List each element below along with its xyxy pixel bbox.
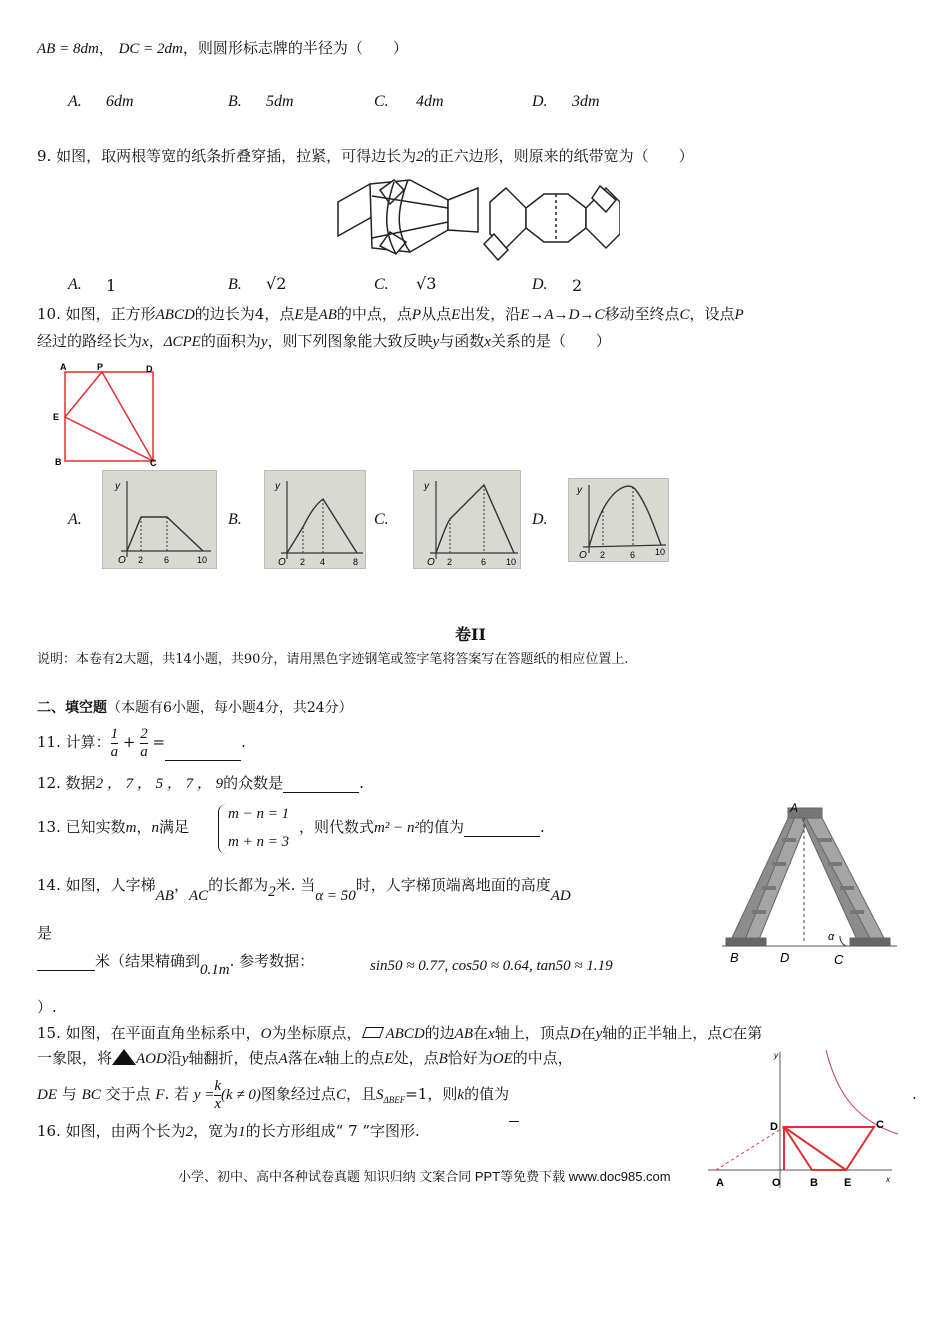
q15-l1h: 在第 (732, 1024, 763, 1042)
q15-bc: BC (81, 1087, 101, 1103)
q12-data: 2 ， 7 ， 5 ， 7 ， 9 (95, 776, 224, 792)
q15-k: k (457, 1087, 465, 1103)
q15-answer-blank (509, 1105, 519, 1122)
q8-ab: AB = 8dm (37, 41, 99, 57)
q15-l2f: 处，点 (393, 1049, 439, 1067)
q9-line (37, 145, 694, 166)
q8-opt-c: C. (374, 93, 389, 110)
q15-l1c: 的边 (424, 1024, 455, 1042)
q16-text: 16. 如图，由两个长为 (37, 1122, 186, 1140)
q12-end: . (359, 774, 364, 792)
q8-text: ，则圆形标志牌的半径为（ ） (182, 39, 408, 57)
q14-ab: AB (155, 888, 174, 904)
q15-l2h: 的中点， (512, 1049, 573, 1067)
q15-x2: x (317, 1051, 325, 1067)
q15-l3g: ，则 (427, 1085, 458, 1103)
q10-l1a: 10. 如图，正方形 (37, 305, 156, 323)
q16-text3: 的长方形组成“ 7 ”字图形. (245, 1122, 420, 1140)
q15-l2e: 轴上的点 (324, 1049, 385, 1067)
q9-opt-a-val: 1 (106, 276, 117, 295)
q15-y: y (595, 1026, 603, 1042)
q10-label-d: D (146, 364, 153, 374)
q14-fig-a: A (790, 801, 799, 815)
q10-c: C (679, 307, 690, 323)
q14-ladder-figure (722, 800, 897, 968)
q15-fig-x: x (886, 1175, 890, 1184)
q13-text2: 满足 (158, 818, 189, 836)
q15-l3c: 交于点 (105, 1085, 151, 1103)
q10-p2: P (734, 307, 744, 323)
q10-l2e: 与函数 (439, 332, 485, 350)
q10-graph-b-t1: 2 (300, 557, 306, 567)
q10-x2: x (484, 334, 491, 350)
q15-fig-o: O (772, 1177, 781, 1189)
q11-answer-blank (165, 740, 241, 761)
q15-l2b: 沿 (166, 1049, 182, 1067)
q10-graph-b-t3: 8 (353, 557, 359, 567)
q14-answer-blank (37, 952, 95, 971)
q14-line1 (37, 874, 571, 904)
q14-comma: ， (173, 876, 189, 894)
q13-line-b (299, 816, 545, 837)
q8-opt-b: B. (228, 93, 242, 110)
triangle-icon (112, 1049, 136, 1065)
q9-opt-d: D. (532, 276, 548, 293)
q15-e: E (384, 1051, 394, 1067)
q15-x: x (488, 1026, 495, 1042)
q10-graph-b (264, 470, 366, 569)
q13-answer-blank (464, 818, 540, 837)
section-heading (37, 697, 353, 717)
q12-line (37, 772, 364, 793)
q10-graph-d-o: O (579, 550, 587, 561)
q15-fig-a: A (716, 1177, 724, 1189)
q10-label-b: B (55, 457, 62, 467)
q10-l1d: 是 (303, 305, 319, 323)
q15-fn-cond: (k ≠ 0) (221, 1087, 261, 1103)
q11-fraction-1 (111, 726, 119, 761)
q11-f1n: 1 (110, 725, 119, 742)
q10-graph-c (413, 470, 521, 569)
q11-f2d: a (140, 743, 148, 760)
q8-opt-d: D. (532, 93, 548, 110)
q13-brace (218, 804, 227, 854)
q15-b: B (438, 1051, 448, 1067)
q9-opt-d-val: 2 (572, 276, 583, 295)
q10-label-c: C (150, 458, 157, 468)
q14-end: ）. (37, 998, 57, 1016)
q13-m: m (125, 820, 137, 836)
q10-four: 4 (254, 305, 265, 323)
q13-end: . (539, 818, 545, 836)
q9-opt-b: B. (228, 276, 242, 293)
q15-l1g: 轴的正半轴上，点 (602, 1024, 723, 1042)
q13-text3: ，则代数式 (299, 818, 375, 836)
q16-text2: ，宽为 (193, 1122, 239, 1140)
q15-area-val: =1 (405, 1085, 428, 1103)
q10-graph-b-o: O (278, 557, 286, 568)
q16-line (37, 1120, 420, 1141)
q9-opt-c-val: √3 (416, 274, 437, 293)
q13-comma: ， (136, 818, 152, 836)
q14-prec: 0.1m (200, 962, 230, 978)
q10-e: E (294, 307, 304, 323)
q15-aod: AOD (136, 1051, 167, 1067)
q10-graph-b-y: y (275, 481, 280, 492)
q12-answer-blank (283, 774, 359, 793)
q13-eq2: m + n = 3 (228, 834, 290, 850)
q15-fig-d: D (770, 1121, 778, 1133)
q16-two: 2 (185, 1124, 194, 1140)
q15-fig-b: B (810, 1177, 818, 1189)
q15-o: O (260, 1026, 272, 1042)
q11-f1d: a (110, 743, 119, 760)
parallelogram-icon (362, 1027, 384, 1038)
q15-c2: C (335, 1087, 346, 1103)
q11-eq: = (152, 733, 166, 751)
q10-label-e: E (53, 412, 60, 422)
q15-c: C (722, 1026, 733, 1042)
q15-d: D (569, 1026, 581, 1042)
q12-text: 12. 数据 (37, 774, 96, 792)
q10-y: y (260, 334, 268, 350)
q14-ad: AD (550, 888, 571, 904)
q10-graph-d-t3: 10 (655, 547, 666, 557)
section-sub: （本题有6小题，每小题4分，共24分） (107, 700, 353, 716)
q10-graph-c-t2: 6 (481, 557, 487, 567)
q15-l2d: 落在 (287, 1049, 318, 1067)
q15-line3 (37, 1072, 519, 1122)
part2-title: 卷II (455, 625, 486, 644)
q10-tri: ΔCPE (163, 334, 201, 350)
q15-y2: y (181, 1051, 189, 1067)
q10-graph-a-t2: 6 (164, 555, 170, 565)
q15-end: . (912, 1085, 917, 1103)
q10-label-p: P (97, 362, 104, 372)
q9-num: 2 (416, 149, 424, 165)
q10-l1g: 出发，沿 (460, 305, 521, 323)
q11-line (37, 723, 246, 761)
q10-graph-a-y: y (115, 481, 120, 492)
q10-opt-b: B. (228, 511, 242, 528)
q10-l2c: 的面积为 (200, 332, 261, 350)
q15-oe: OE (492, 1051, 513, 1067)
q15-fig-y: y (774, 1051, 778, 1060)
q15-de: DE (37, 1087, 57, 1103)
q15-line1 (37, 1022, 762, 1043)
q11-end: . (241, 733, 246, 751)
q14-text2: 的长都为 (208, 876, 269, 894)
q10-graph-c-o: O (427, 557, 435, 568)
q15-coordinate-figure (704, 1050, 900, 1192)
q10-p: P (411, 307, 422, 323)
q14-fig-c: C (834, 952, 844, 967)
q10-graph-d-t1: 2 (600, 550, 606, 560)
q15-l1b: 为坐标原点， (271, 1024, 362, 1042)
q9-text2: 的正六边形，则原来的纸带宽为（ ） (423, 147, 694, 165)
q9-text: 9. 如图，取两根等宽的纸条折叠穿插，拉紧，可得边长为 (37, 147, 417, 165)
q15-l1a: 15. 如图，在平面直角坐标系中， (37, 1024, 261, 1042)
q9-hexagon-right (484, 186, 620, 260)
q11-fraction-2 (140, 726, 148, 761)
q15-fn-k: k (214, 1077, 222, 1094)
q10-opt-c: C. (374, 511, 389, 528)
q11-text: 11. 计算： (37, 733, 111, 751)
q14-ref: sin50 ≈ 0.77, cos50 ≈ 0.64, tan50 ≈ 1.19 (370, 958, 613, 974)
q15-l3e: 图象经过点 (260, 1085, 336, 1103)
q12-text2: 的众数是 (223, 774, 284, 792)
q13-expr: m² − n² (374, 820, 419, 836)
footer: 小学、初中、高中各种试卷真题 知识归纳 文案合同 PPT等免费下载 www.doc985.com (178, 1169, 671, 1184)
q14-text: 14. 如图，人字梯 (37, 876, 156, 894)
q14-text4: 时，人字梯顶端离地面的高度 (355, 876, 551, 894)
q10-graph-a-t1: 2 (138, 555, 144, 565)
q15-l2c: 轴翻折，使点 (188, 1049, 279, 1067)
q15-l2g: 恰好为 (447, 1049, 493, 1067)
q10-opt-d: D. (532, 511, 548, 528)
q10-graph-a-t3: 10 (197, 555, 208, 565)
q15-area: S (375, 1087, 384, 1103)
q15-fn-x: x (214, 1095, 222, 1112)
q10-opt-a: A. (68, 511, 82, 528)
q8-opt-c-val: 4dm (416, 93, 444, 110)
q10-label-a: A (60, 362, 67, 372)
q10-l1e: 的中点，点 (336, 305, 412, 323)
q15-l1d: 在 (473, 1024, 489, 1042)
q14-alpha: α = 50 (315, 888, 356, 904)
q10-line1 (37, 303, 744, 324)
q10-graph-d-y: y (577, 485, 582, 496)
q8-dc: DC = 2dm (118, 41, 183, 57)
q10-l1f: 从点 (421, 305, 452, 323)
q10-abcd: ABCD (155, 307, 195, 323)
q15-l3b: 与 (61, 1085, 77, 1103)
q10-graph-a (102, 470, 217, 569)
q10-l2b: ， (148, 332, 164, 350)
q14-l3a: 米（结果精确到 (95, 952, 201, 970)
q15-l1e: 轴上，顶点 (494, 1024, 570, 1042)
q8-opt-a-val: 6dm (106, 93, 134, 110)
q15-abcd: ABCD (385, 1026, 425, 1042)
q10-path: E→A→D→C (520, 307, 605, 323)
q8-opt-a: A. (68, 93, 82, 110)
q15-l3f: ，且 (345, 1085, 376, 1103)
q13-line (37, 816, 189, 837)
q15-a: A (278, 1051, 288, 1067)
q10-l1h: 移动至终点 (604, 305, 680, 323)
q15-fig-e: E (844, 1177, 852, 1189)
q13-eq1: m − n = 1 (228, 806, 290, 822)
section-title: 二、填空题 (37, 700, 107, 716)
q10-graph-c-y: y (424, 481, 429, 492)
q10-y2: y (432, 334, 440, 350)
q10-line2 (37, 330, 611, 351)
q10-e2: E (451, 307, 461, 323)
q15-ab: AB (454, 1026, 473, 1042)
q8-opt-b-val: 5dm (266, 93, 294, 110)
q15-l3h: 的值为 (464, 1085, 510, 1103)
q10-triangle-cpe (65, 372, 153, 461)
q13-text: 13. 已知实数 (37, 818, 126, 836)
q10-graph-c-t1: 2 (447, 557, 453, 567)
q10-graph-d (568, 478, 669, 562)
q10-ab: AB (318, 307, 337, 323)
q9-opt-c: C. (374, 276, 389, 293)
q13-n: n (151, 820, 159, 836)
q15-fig-c: C (876, 1119, 884, 1131)
q13-text4: 的值为 (418, 818, 464, 836)
q10-l2d: ，则下列图象能大致反映 (267, 332, 433, 350)
q10-l2a: 经过的路经长为 (37, 332, 143, 350)
q15-fn-y: y = (193, 1087, 215, 1103)
q11-plus: + (122, 733, 136, 751)
q15-line2 (37, 1047, 573, 1068)
q9-opt-a: A. (68, 276, 82, 293)
q10-l1b: 的边长为 (194, 305, 255, 323)
q15-f: F (155, 1087, 165, 1103)
q8-opt-d-val: 3dm (572, 93, 600, 110)
q10-graph-c-t3: 10 (506, 557, 517, 567)
q15-l3d: . 若 (164, 1085, 190, 1103)
q14-fig-d: D (780, 950, 790, 965)
q14-fig-alpha: α (828, 931, 835, 943)
q14-ac: AC (188, 888, 209, 904)
q10-square-figure (50, 362, 170, 470)
q8-line: AB = 8dm， DC = 2dm，则圆形标志牌的半径为（ ） (37, 39, 408, 57)
q9-opt-b-val: √2 (266, 274, 287, 293)
q10-graph-a-o: O (118, 555, 126, 566)
q14-l3b: . 参考数据： (229, 952, 315, 970)
q11-f2n: 2 (140, 725, 148, 742)
q14-fig-b: B (730, 950, 739, 965)
q10-graph-d-t2: 6 (630, 550, 636, 560)
q9-paper-strip-figure (330, 172, 620, 264)
q14-line3 (37, 950, 315, 978)
q16-one: 1 (238, 1124, 246, 1140)
q10-l1c: ，点 (264, 305, 295, 323)
q10-x: x (142, 334, 149, 350)
q14-shi: 是 (37, 924, 53, 942)
q15-l1f: 在 (580, 1024, 596, 1042)
q10-l2f: 关系的是（ ） (490, 332, 611, 350)
q10-l1i: ，设点 (689, 305, 735, 323)
part2-note: 说明：本卷有2大题，共14小题，共90分，请用黑色字迹钢笔或签字笔将答案写在答题纸的相应位置上. (37, 652, 629, 667)
q9-knot-left (338, 180, 478, 254)
q14-two: 2 (268, 884, 276, 900)
q10-graph-b-t2: 4 (320, 557, 326, 567)
q14-text3: 米. 当 (275, 876, 316, 894)
q15-l2a: 一象限，将 (37, 1049, 113, 1067)
q15-area-sub: ΔBEF (383, 1095, 406, 1105)
